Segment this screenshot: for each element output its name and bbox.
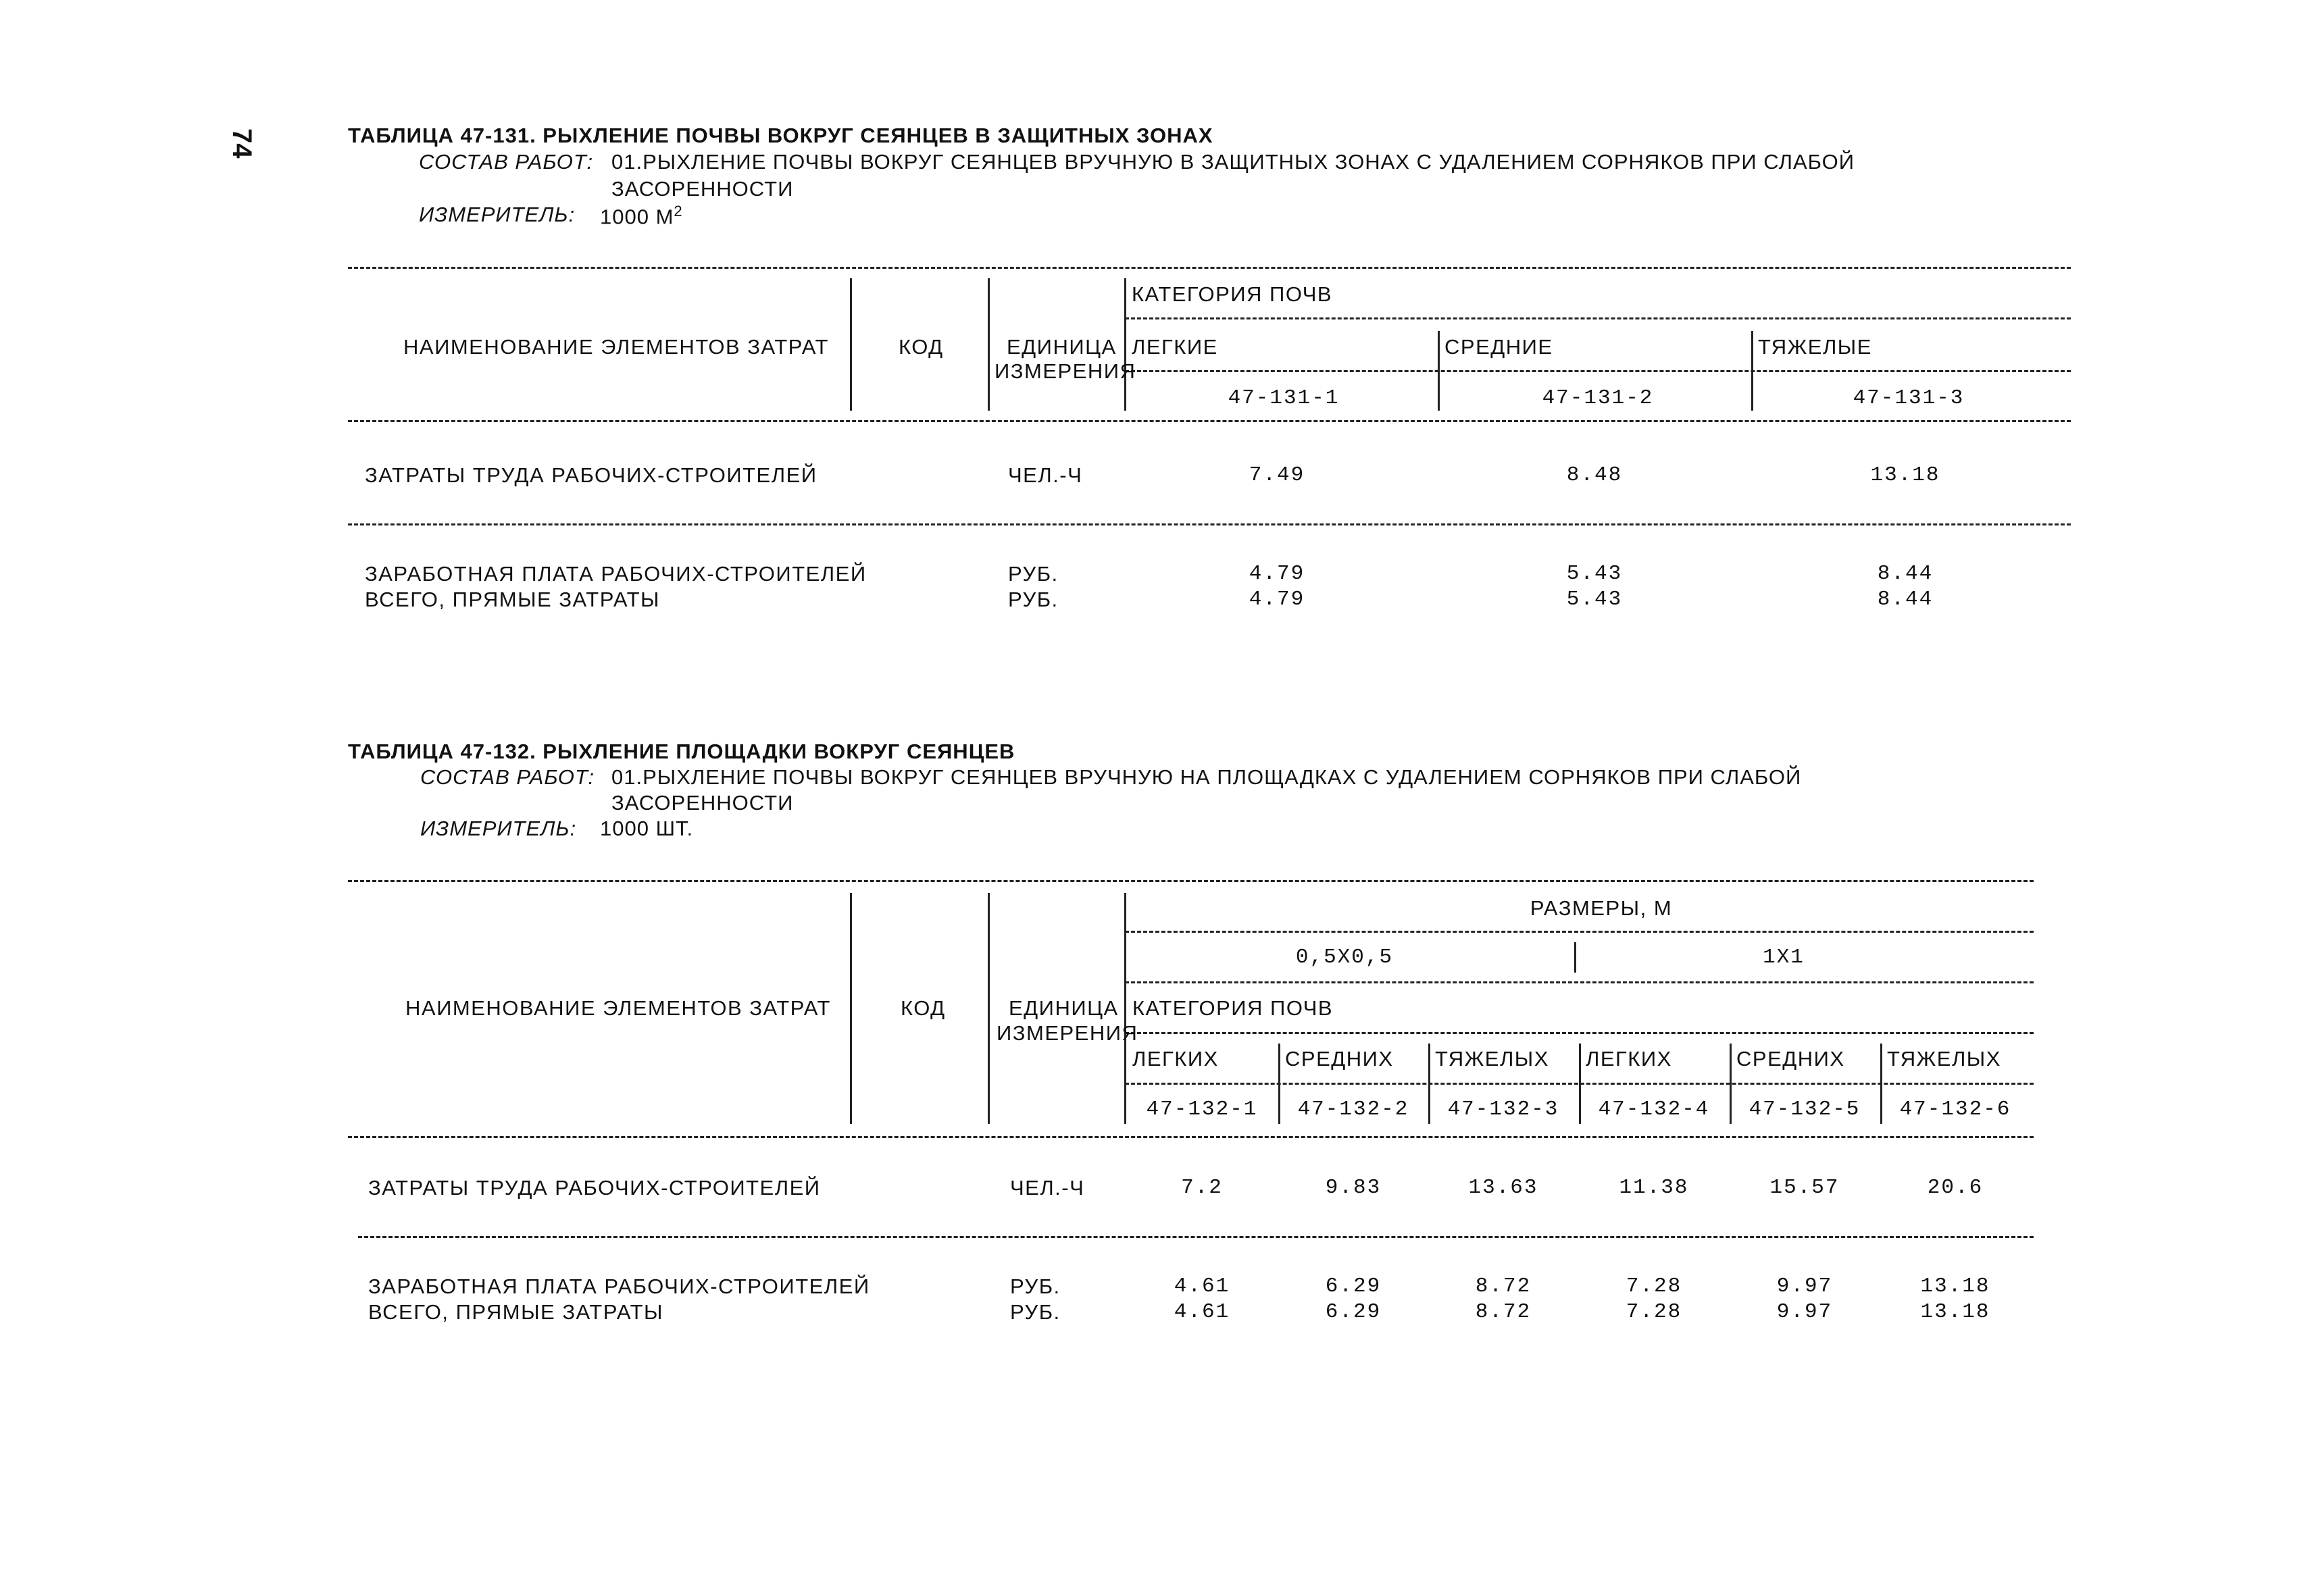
table-title: ТАБЛИЦА 47-132. РЫХЛЕНИЕ ПЛОЩАДКИ ВОКРУГ СЕЯНЦЕВ (348, 740, 1015, 763)
meter-label: ИЗМЕРИТЕЛЬ: (419, 203, 576, 226)
composition-label: СОСТАВ РАБОТ: (420, 765, 595, 789)
header-unit-1: ЕДИНИЦА (1009, 996, 1119, 1020)
header-col-3: ТЯЖЕЛЫХ (1435, 1047, 1549, 1071)
row-value: 7.2 (1181, 1176, 1223, 1200)
row-value: 15.57 (1769, 1176, 1840, 1200)
row-value: 6.29 (1325, 1275, 1382, 1298)
header-code-1: 47-131-1 (1228, 386, 1340, 410)
row-value: 8.72 (1475, 1275, 1532, 1298)
rule-row-1 (348, 523, 2071, 525)
header-code: КОД (899, 335, 944, 359)
rule-row-1 (358, 1236, 2034, 1238)
row-value: 13.63 (1468, 1176, 1538, 1200)
meter-label: ИЗМЕРИТЕЛЬ: (420, 817, 577, 840)
rule-cols (1125, 370, 2071, 372)
vbar-5 (1751, 331, 1753, 411)
header-col-3: ТЯЖЕЛЫЕ (1758, 335, 1872, 359)
composition-line-1: 01.РЫХЛЕНИЕ ПОЧВЫ ВОКРУГ СЕЯНЦЕВ ВРУЧНУЮ В ЗАЩИТНЫХ ЗОНАХ С УДАЛЕНИЕМ СОРНЯКОВ ПРИ СЛАБОЙ (611, 150, 1855, 174)
rule-top (348, 880, 2034, 882)
row-value: 13.18 (1870, 463, 1940, 487)
rule-category (1125, 317, 2071, 319)
header-unit-2: ИЗМЕРЕНИЯ (997, 1021, 1138, 1045)
row-value: 4.79 (1249, 562, 1305, 586)
row-value: 9.97 (1776, 1300, 1833, 1324)
row-name: ВСЕГО, ПРЯМЫЕ ЗАТРАТЫ (368, 1300, 663, 1324)
vbar-size-split (1574, 942, 1576, 973)
row-value: 13.18 (1920, 1300, 1990, 1324)
meter-value: 1000 $М^2$ (600, 203, 683, 229)
row-value: 8.44 (1877, 588, 1934, 611)
row-unit: РУБ. (1008, 562, 1059, 586)
row-value: 4.61 (1174, 1275, 1230, 1298)
row-unit: РУБ. (1010, 1300, 1061, 1324)
row-value: 9.97 (1776, 1275, 1833, 1298)
vbar-1 (850, 278, 852, 411)
vbar-3 (1124, 893, 1126, 1124)
vbar-3 (1124, 278, 1126, 411)
header-category: КАТЕГОРИЯ ПОЧВ (1132, 282, 1333, 306)
header-category: КАТЕГОРИЯ ПОЧВ (1132, 996, 1334, 1020)
row-value: 6.29 (1325, 1300, 1382, 1324)
header-unit-1: ЕДИНИЦА (1007, 335, 1117, 359)
header-name: НАИМЕНОВАНИЕ ЭЛЕМЕНТОВ ЗАТРАТ (403, 335, 829, 359)
row-value: 7.49 (1249, 463, 1305, 487)
row-unit: РУБ. (1008, 588, 1059, 611)
composition-line-2: ЗАСОРЕННОСТИ (611, 791, 794, 815)
header-code-6: 47-132-6 (1899, 1098, 2011, 1121)
header-sizes: РАЗМЕРЫ, М (1530, 896, 1673, 920)
meter-value: 1000 ШТ. (600, 817, 694, 840)
header-name: НАИМЕНОВАНИЕ ЭЛЕМЕНТОВ ЗАТРАТ (405, 996, 831, 1020)
vbar-2 (988, 893, 990, 1124)
header-size-b: 1Х1 (1763, 946, 1805, 969)
row-value: 20.6 (1927, 1176, 1984, 1200)
header-unit-2: ИЗМЕРЕНИЯ (995, 359, 1136, 383)
row-name: ЗАРАБОТНАЯ ПЛАТА РАБОЧИХ-СТРОИТЕЛЕЙ (365, 562, 867, 586)
row-value: 8.44 (1877, 562, 1934, 586)
header-code-5: 47-132-5 (1749, 1098, 1861, 1121)
row-name: ВСЕГО, ПРЯМЫЕ ЗАТРАТЫ (365, 588, 660, 611)
row-name: ЗАТРАТЫ ТРУДА РАБОЧИХ-СТРОИТЕЛЕЙ (365, 463, 818, 487)
header-col-4: ЛЕГКИХ (1586, 1047, 1672, 1071)
rule-category (1125, 1032, 2034, 1034)
composition-line-2: ЗАСОРЕННОСТИ (611, 177, 794, 201)
header-col-1: ЛЕГКИЕ (1132, 335, 1218, 359)
rule-header-bottom (348, 420, 2071, 422)
row-value: 9.83 (1325, 1176, 1382, 1200)
row-value: 5.43 (1566, 588, 1623, 611)
row-unit: РУБ. (1010, 1275, 1061, 1298)
header-code-3: 47-132-3 (1447, 1098, 1559, 1121)
row-value: 7.28 (1626, 1275, 1682, 1298)
row-value: 11.38 (1619, 1176, 1689, 1200)
row-value: 5.43 (1566, 562, 1623, 586)
row-unit: ЧЕЛ.-Ч (1010, 1176, 1085, 1200)
header-code-3: 47-131-3 (1853, 386, 1965, 410)
header-code-2: 47-132-2 (1297, 1098, 1409, 1121)
row-value: 8.48 (1566, 463, 1623, 487)
header-col-2: СРЕДНИЕ (1444, 335, 1553, 359)
composition-line-1: 01.РЫХЛЕНИЕ ПОЧВЫ ВОКРУГ СЕЯНЦЕВ ВРУЧНУЮ НА ПЛОЩАДКАХ С УДАЛЕНИЕМ СОРНЯКОВ ПРИ СЛАБОЙ (611, 765, 1802, 789)
row-value: 13.18 (1920, 1275, 1990, 1298)
header-col-1: ЛЕГКИХ (1132, 1047, 1219, 1071)
rule-sizes (1125, 931, 2034, 933)
row-name: ЗАТРАТЫ ТРУДА РАБОЧИХ-СТРОИТЕЛЕЙ (368, 1176, 821, 1200)
row-value: 4.79 (1249, 588, 1305, 611)
header-col-5: СРЕДНИХ (1736, 1047, 1845, 1071)
vbar-2 (988, 278, 990, 411)
header-code-2: 47-131-2 (1542, 386, 1654, 410)
header-code-4: 47-132-4 (1598, 1098, 1710, 1121)
row-unit: ЧЕЛ.-Ч (1008, 463, 1083, 487)
rule-top (348, 267, 2071, 269)
vbar-1 (850, 893, 852, 1124)
rule-header-bottom (348, 1136, 2034, 1138)
table-title: ТАБЛИЦА 47-131. РЫХЛЕНИЕ ПОЧВЫ ВОКРУГ СЕЯНЦЕВ В ЗАЩИТНЫХ ЗОНАХ (348, 124, 1213, 147)
row-name: ЗАРАБОТНАЯ ПЛАТА РАБОЧИХ-СТРОИТЕЛЕЙ (368, 1275, 870, 1298)
header-size-a: 0,5Х0,5 (1295, 946, 1394, 969)
row-value: 7.28 (1626, 1300, 1682, 1324)
page-number: 74 (227, 128, 257, 159)
header-col-6: ТЯЖЕЛЫХ (1887, 1047, 2001, 1071)
rule-size-values (1125, 981, 2034, 983)
header-col-2: СРЕДНИХ (1285, 1047, 1394, 1071)
header-code-1: 47-132-1 (1146, 1098, 1258, 1121)
header-code: КОД (901, 996, 946, 1020)
row-value: 8.72 (1475, 1300, 1532, 1324)
composition-label: СОСТАВ РАБОТ: (419, 150, 594, 174)
vbar-4 (1438, 331, 1440, 411)
row-value: 4.61 (1174, 1300, 1230, 1324)
